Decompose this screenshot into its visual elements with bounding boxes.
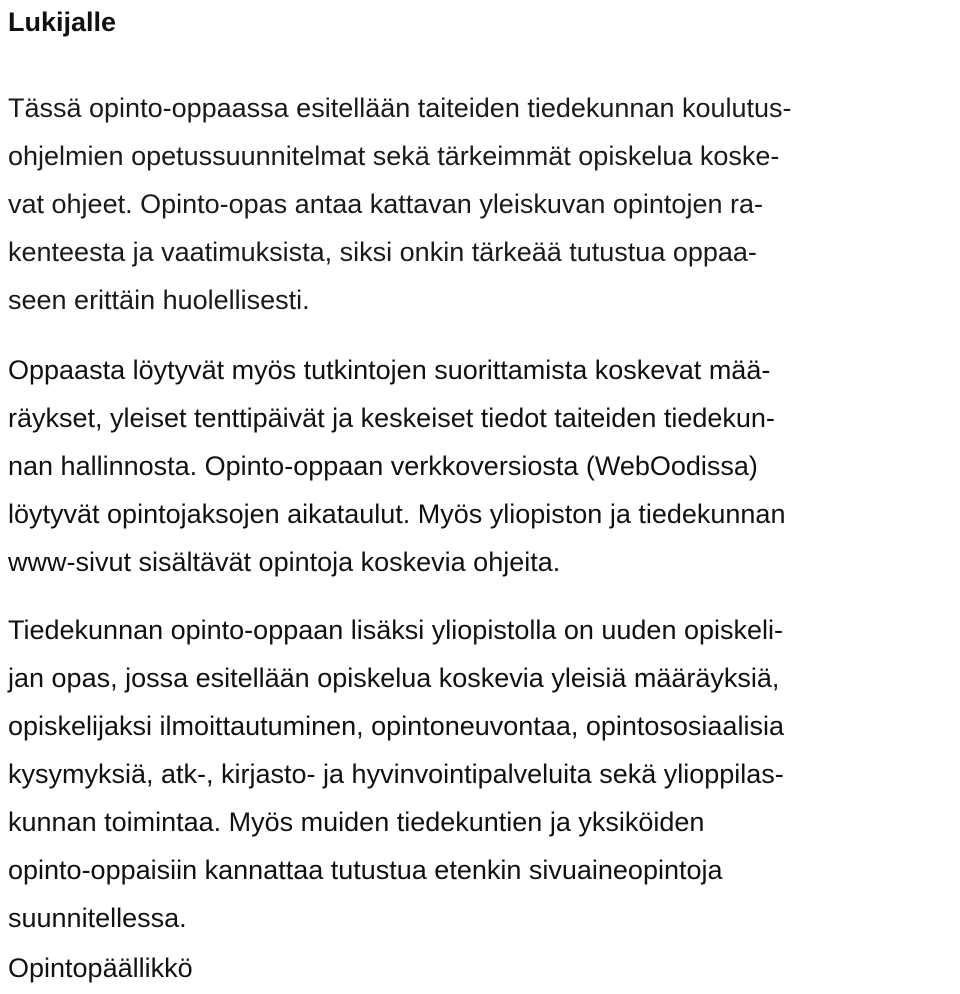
signature: Opintopäällikkö bbox=[8, 953, 193, 983]
paragraph-line: suunnitellessa. bbox=[8, 903, 187, 933]
paragraph-line: nan hallinnosta. Opinto-oppaan verkkoversiosta (WebOodissa) bbox=[8, 451, 758, 481]
paragraph-line: seen erittäin huolellisesti. bbox=[8, 285, 310, 315]
paragraph-line: kunnan toimintaa. Myös muiden tiedekuntien ja yksiköiden bbox=[8, 807, 705, 837]
paragraph-line: räykset, yleiset tenttipäivät ja keskeiset tiedot taiteiden tiedekun- bbox=[8, 403, 775, 433]
paragraph-line: opinto-oppaisiin kannattaa tutustua etenkin sivuaineopintoja bbox=[8, 855, 723, 885]
paragraph-line: jan opas, jossa esitellään opiskelua koskevia yleisiä määräyksiä, bbox=[8, 663, 780, 693]
paragraph-line: kenteesta ja vaatimuksista, siksi onkin tärkeää tutustua oppaa- bbox=[8, 237, 757, 267]
document-page bbox=[8, 0, 954, 994]
paragraph-line: kysymyksiä, atk-, kirjasto- ja hyvinvointipalveluita sekä ylioppilas- bbox=[8, 759, 784, 789]
paragraph-line: Oppaasta löytyvät myös tutkintojen suorittamista koskevat mää- bbox=[8, 355, 771, 385]
paragraph-line: opiskelijaksi ilmoittautuminen, opintoneuvontaa, opintososiaalisia bbox=[8, 711, 784, 741]
paragraph-line: www-sivut sisältävät opintoja koskevia ohjeita. bbox=[8, 547, 561, 577]
paragraph-line: Tiedekunnan opinto-oppaan lisäksi yliopistolla on uuden opiskeli- bbox=[8, 615, 783, 645]
paragraph-contents bbox=[8, 346, 954, 586]
paragraph-intro bbox=[8, 84, 954, 324]
paragraph-line: Tässä opinto-oppaassa esitellään taiteiden tiedekunnan koulutus- bbox=[8, 93, 792, 123]
paragraph-other-guides bbox=[8, 606, 954, 942]
paragraph-line: ohjelmien opetussuunnitelmat sekä tärkeimmät opiskelua koske- bbox=[8, 141, 780, 171]
page-heading: Lukijalle bbox=[8, 7, 117, 37]
paragraph-line: vat ohjeet. Opinto-opas antaa kattavan yleiskuvan opintojen ra- bbox=[8, 189, 763, 219]
paragraph-line: löytyvät opintojaksojen aikataulut. Myös yliopiston ja tiedekunnan bbox=[8, 499, 786, 529]
